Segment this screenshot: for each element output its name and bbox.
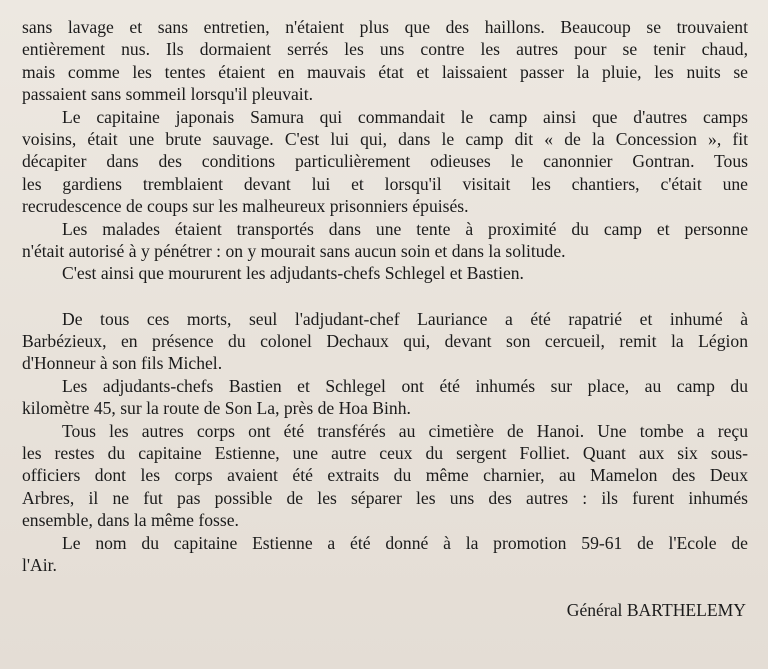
paragraph-gap [22, 285, 748, 308]
text-line: décapiter dans des conditions particulièrement odieuses le canonnier Gontran. Tous [22, 151, 748, 172]
paragraph [22, 16, 748, 106]
text-line: Tous les autres corps ont été transférés au cimetière de Hanoi. Une tombe a reçu [62, 420, 748, 441]
text-line: entièrement nus. Ils dormaient serrés les uns contre les autres pour se tenir chaud, [22, 39, 748, 60]
text-line: officiers dont les corps avaient été extraits du même charnier, au Mamelon des Deux [22, 465, 748, 486]
body-text [22, 16, 748, 576]
text-line: n'était autorisé à y pénétrer : on y mourait sans aucun soin et dans la solitude. [22, 240, 566, 261]
text-line: passaient sans sommeil lorsqu'il pleuvait. [22, 84, 313, 105]
paragraph [22, 218, 748, 263]
text-line: Arbres, il ne fut pas possible de les séparer les uns des autres : ils furent inhumés [22, 487, 748, 508]
text-line: les restes du capitaine Estienne, une autre ceux du sergent Folliet. Quant aux six sous- [22, 443, 748, 464]
paragraph [22, 308, 748, 375]
paragraph [22, 375, 748, 420]
paragraph [22, 532, 748, 577]
text-line: sans lavage et sans entretien, n'étaient plus que des haillons. Beaucoup se trouvaient [22, 17, 748, 37]
text-line: recrudescence de coups sur les malheureux prisonniers épuisés. [22, 196, 469, 217]
text-line: l'Air. [22, 554, 57, 575]
paragraph [22, 262, 748, 284]
text-line: De tous ces morts, seul l'adjudant-chef Lauriance a été rapatrié et inhumé à [62, 308, 748, 329]
text-line: d'Honneur à son fils Michel. [22, 353, 223, 374]
paragraph [22, 420, 748, 532]
text-line: Barbézieux, en présence du colonel Dechaux qui, devant son cercueil, remit la Légion [22, 331, 748, 352]
text-line: mais comme les tentes étaient en mauvais état et laissaient passer la pluie, les nuits se [22, 61, 748, 82]
paragraph [22, 106, 748, 218]
text-line: les gardiens tremblaient devant lui et lorsqu'il visitait les chantiers, c'était une [22, 173, 748, 194]
text-line: ensemble, dans la même fosse. [22, 510, 239, 531]
text-line: Les malades étaient transportés dans une tente à proximité du camp et personne [62, 218, 748, 239]
text-line: Le nom du capitaine Estienne a été donné à la promotion 59-61 de l'Ecole de [62, 532, 748, 553]
text-line: C'est ainsi que moururent les adjudants-chefs Schlegel et Bastien. [62, 263, 524, 284]
text-line: kilomètre 45, sur la route de Son La, près de Hoa Binh. [22, 398, 411, 419]
text-line: voisins, était une brute sauvage. C'est lui qui, dans le camp dit « de la Concession », fit [22, 128, 748, 149]
text-line: Les adjudants-chefs Bastien et Schlegel ont été inhumés sur place, au camp du [62, 375, 748, 396]
signature: Général BARTHELEMY [566, 600, 746, 620]
text-line: Le capitaine japonais Samura qui commandait le camp ainsi que d'autres camps [62, 106, 748, 127]
